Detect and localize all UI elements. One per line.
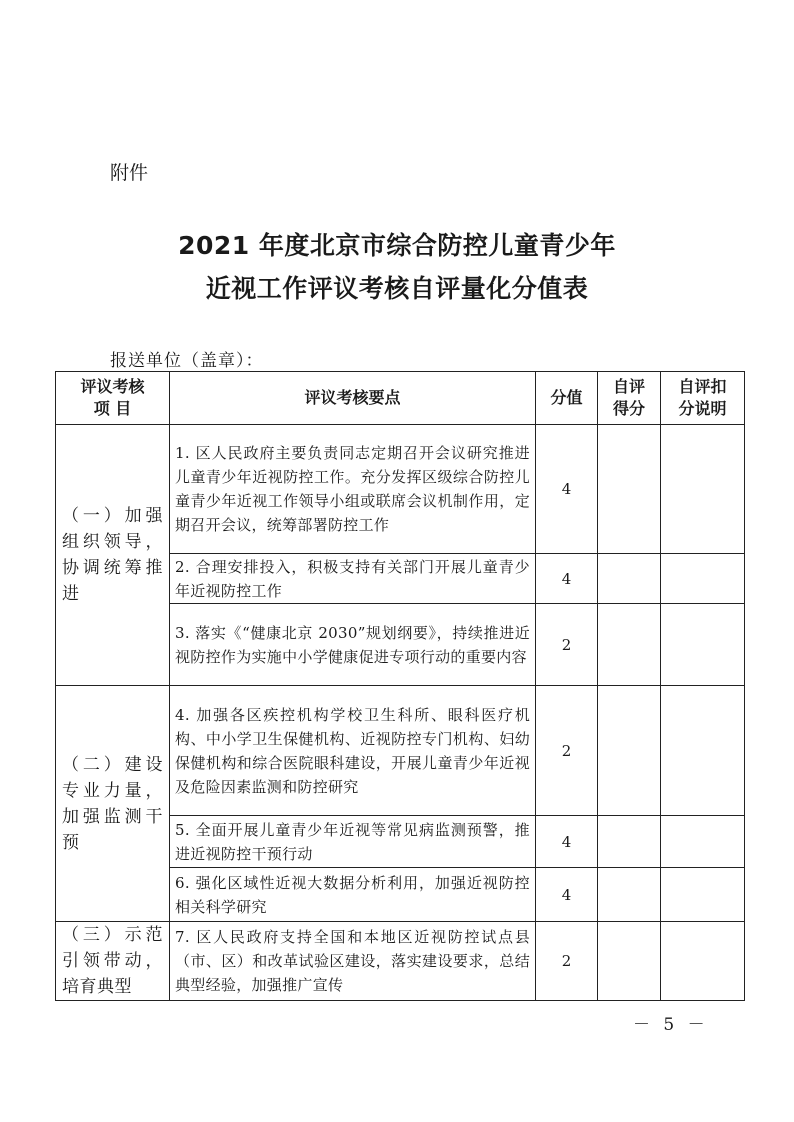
header-self-score-line-1: 自评 <box>612 377 645 396</box>
deduction-note-cell[interactable] <box>661 922 745 1001</box>
table-row <box>56 922 745 1001</box>
evaluation-point: 7. 区人民政府支持全国和本地区近视防控试点县（市、区）和改革试验区建设，落实建设要求，总结典型经验，加强推广宣传 <box>170 922 536 1001</box>
evaluation-point: 6. 强化区域性近视大数据分析利用，加强近视防控相关科学研究 <box>170 868 536 922</box>
score-value: 2 <box>536 604 598 686</box>
category-cell: （二）建设专业力量，加强监测干预 <box>56 686 170 922</box>
self-score-cell[interactable] <box>598 425 661 554</box>
header-category-line-1: 评议考核 <box>80 377 145 396</box>
score-value: 2 <box>536 686 598 816</box>
header-points: 评议考核要点 <box>170 372 536 425</box>
deduction-note-cell[interactable] <box>661 604 745 686</box>
deduction-note-cell[interactable] <box>661 425 745 554</box>
document-title-line-1: 2021 年度北京市综合防控儿童青少年 <box>178 231 616 260</box>
self-score-cell[interactable] <box>598 554 661 604</box>
score-value: 4 <box>536 425 598 554</box>
deduction-note-cell[interactable] <box>661 686 745 816</box>
self-score-cell[interactable] <box>598 604 661 686</box>
header-deduction-line-2: 分说明 <box>678 399 727 418</box>
evaluation-point: 3. 落实《“健康北京 2030”规划纲要》，持续推进近视防控作为实施中小学健康促进专项行动的重要内容 <box>170 604 536 686</box>
self-score-cell[interactable] <box>598 868 661 922</box>
header-deduction-line-1: 自评扣 <box>678 377 727 396</box>
header-self-score <box>598 372 661 425</box>
evaluation-point: 1. 区人民政府主要负责同志定期召开会议研究推进儿童青少年近视防控工作。充分发挥区级综合防控儿童青少年近视工作领导小组或联席会议机制作用，定期召开会议，统筹部署防控工作 <box>170 425 536 554</box>
header-self-score-line-2: 得分 <box>612 399 645 418</box>
deduction-note-cell[interactable] <box>661 868 745 922</box>
report-unit-label: 报送单位（盖章）： <box>110 351 264 371</box>
header-category <box>56 372 170 425</box>
self-score-cell[interactable] <box>598 816 661 868</box>
evaluation-point: 2. 合理安排投入，积极支持有关部门开展儿童青少年近视防控工作 <box>170 554 536 604</box>
score-value: 2 <box>536 922 598 1001</box>
score-value: 4 <box>536 554 598 604</box>
page-number: － 5 － <box>633 1015 709 1035</box>
category-cell: （三）示范引领带动，培育典型 <box>56 922 170 1001</box>
evaluation-point: 4. 加强各区疾控机构学校卫生科所、眼科医疗机构、中小学卫生保健机构、近视防控专门机构、妇幼保健机构和综合医院眼科建设，开展儿童青少年近视及危险因素监测和防控研究 <box>170 686 536 816</box>
table-row <box>56 686 745 816</box>
table-row <box>56 425 745 554</box>
score-value: 4 <box>536 816 598 868</box>
attachment-label: 附件 <box>110 162 149 184</box>
deduction-note-cell[interactable] <box>661 554 745 604</box>
document-title-line-2: 近视工作评议考核自评量化分值表 <box>205 274 589 303</box>
score-value: 4 <box>536 868 598 922</box>
deduction-note-cell[interactable] <box>661 816 745 868</box>
header-category-line-2: 项 目 <box>93 399 132 418</box>
table-header-row <box>56 372 745 425</box>
evaluation-table <box>55 371 745 1001</box>
header-deduction-note <box>661 372 745 425</box>
category-cell: （一）加强组织领导，协调统筹推进 <box>56 425 170 686</box>
evaluation-point: 5. 全面开展儿童青少年近视等常见病监测预警，推进近视防控干预行动 <box>170 816 536 868</box>
self-score-cell[interactable] <box>598 922 661 1001</box>
header-score: 分值 <box>536 372 598 425</box>
self-score-cell[interactable] <box>598 686 661 816</box>
